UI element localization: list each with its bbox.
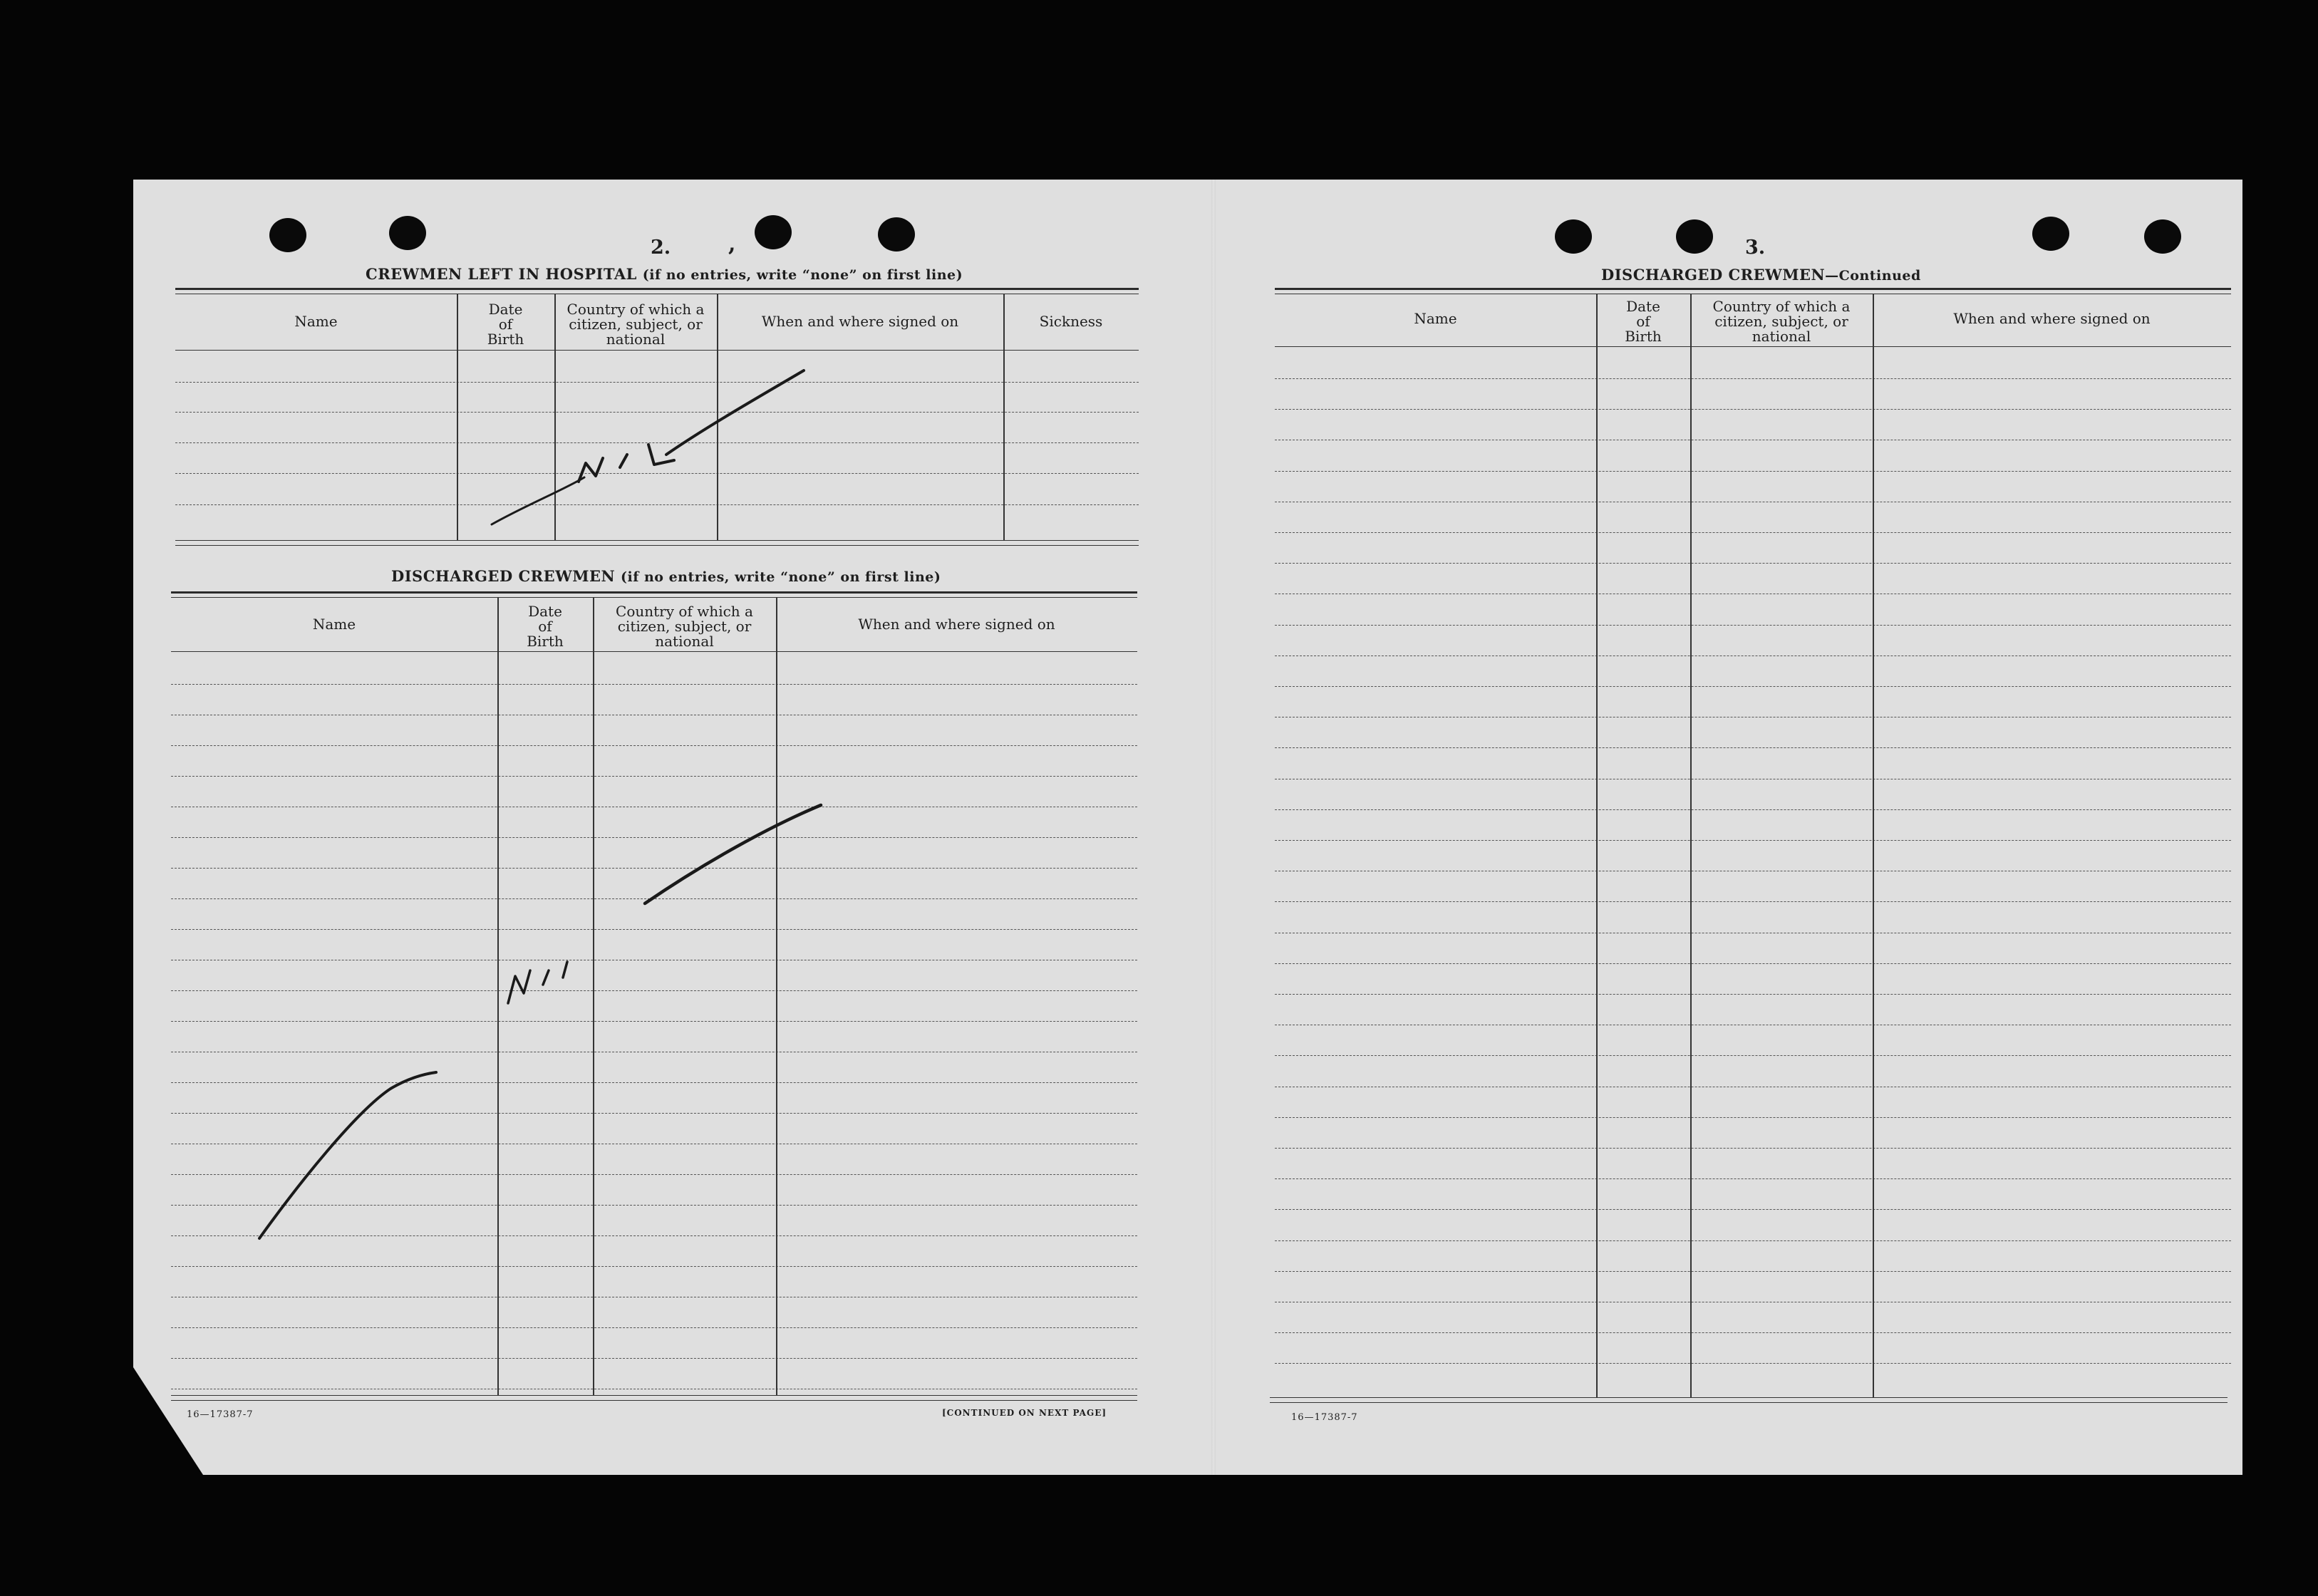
row-rule [171,929,1137,930]
row-rule [1275,963,2231,964]
table-top-rule [171,597,1137,598]
column-header-date-of-birth: Date of Birth [1625,298,1662,345]
discharged-title-text: DISCHARGED CREWMEN [391,567,616,585]
table-top-rule [175,288,1139,290]
hospital-title-note: (if no entries, write “none” on first line) [642,267,963,283]
row-rule [171,990,1137,991]
page-number: 3. [1745,237,1766,259]
table-bottom-rule [1270,1397,2228,1398]
row-rule [171,898,1137,899]
table-top-rule [1275,288,2231,290]
column-divider [1003,294,1005,540]
header-bottom-rule [171,651,1137,652]
punch-hole [389,216,426,250]
row-rule [175,442,1139,443]
continued-note: [CONTINUED ON NEXT PAGE] [942,1408,1107,1418]
hospital-title-text: CREWMEN LEFT IN HOSPITAL [366,265,637,283]
column-divider [1873,294,1874,1397]
row-rule [1275,994,2231,995]
page-fold [1211,180,1216,1475]
row-rule [171,684,1137,685]
row-rule [171,1327,1137,1328]
hospital-section-title [366,265,963,283]
stray-mark: , [728,232,736,256]
row-rule [1275,809,2231,810]
column-header-signed-on: When and where signed on [858,616,1055,633]
column-divider [776,597,777,1395]
row-rule [175,473,1139,474]
row-rule [1275,1178,2231,1179]
punch-hole [878,217,915,252]
discharged-continued-title [1601,266,1921,284]
row-rule [1275,1148,2231,1149]
row-rule [175,412,1139,413]
document-sheet [133,180,2242,1475]
column-header-signed-on: When and where signed on [761,313,959,330]
column-header-name: Name [312,616,356,633]
discharged-section-title [391,567,941,585]
row-rule [171,868,1137,869]
column-header-name: Name [1414,310,1457,327]
column-divider [1690,294,1692,1397]
form-number: 16—17387-7 [1291,1412,1358,1423]
row-rule [1275,1209,2231,1210]
row-rule [1275,840,2231,841]
row-rule [1275,747,2231,748]
punch-hole [1555,219,1592,254]
table-top-rule [171,591,1137,594]
table-bottom-rule [175,540,1139,541]
row-rule [171,1266,1137,1267]
row-rule [1275,686,2231,687]
punch-hole [1676,219,1713,254]
discharged-continued-suffix: —Continued [1825,268,1921,284]
punch-hole [755,215,792,249]
table-bottom-rule [1270,1402,2228,1403]
row-rule [171,1358,1137,1359]
row-rule [171,745,1137,746]
row-rule [1275,901,2231,902]
row-rule [171,837,1137,838]
column-header-date-of-birth: Date of Birth [527,603,564,650]
row-rule [1275,1332,2231,1333]
row-rule [1275,532,2231,533]
table-bottom-rule [171,1400,1137,1401]
column-header-country: Country of which a citizen, subject, or national [566,301,705,348]
column-header-signed-on: When and where signed on [1953,310,2151,327]
row-rule [171,1174,1137,1175]
row-rule [171,1021,1137,1022]
row-rule [1275,563,2231,564]
column-divider [717,294,718,540]
column-header-country: Country of which a citizen, subject, or national [1712,298,1851,345]
row-rule [175,382,1139,383]
row-rule [1275,1271,2231,1272]
row-rule [171,1235,1137,1236]
row-rule [175,504,1139,505]
header-bottom-rule [1275,346,2231,347]
discharged-continued-title-text: DISCHARGED CREWMEN [1601,266,1826,284]
row-rule [1275,471,2231,472]
page-number: 2. [651,237,671,259]
row-rule [1275,1117,2231,1118]
row-rule [171,1113,1137,1114]
punch-hole [2144,219,2181,254]
row-rule [171,1082,1137,1083]
row-rule [1275,1363,2231,1364]
form-number: 16—17387-7 [187,1409,254,1420]
punch-hole [2032,217,2069,251]
table-bottom-rule [171,1395,1137,1396]
column-divider [497,597,499,1395]
column-divider [593,597,594,1395]
column-header-date-of-birth: Date of Birth [487,301,524,348]
column-header-country: Country of which a citizen, subject, or national [616,603,753,650]
column-divider [1596,294,1598,1397]
column-header-sickness: Sickness [1039,313,1103,330]
row-rule [1275,378,2231,379]
row-rule [171,776,1137,777]
table-bottom-rule [175,545,1139,546]
row-rule [1275,625,2231,626]
column-header-name: Name [294,313,338,330]
punch-hole [269,218,306,252]
discharged-title-note: (if no entries, write “none” on first line) [620,569,941,585]
row-rule [1275,1055,2231,1056]
row-rule [1275,409,2231,410]
row-rule [1275,1240,2231,1241]
row-rule [171,1205,1137,1206]
header-bottom-rule [175,350,1139,351]
